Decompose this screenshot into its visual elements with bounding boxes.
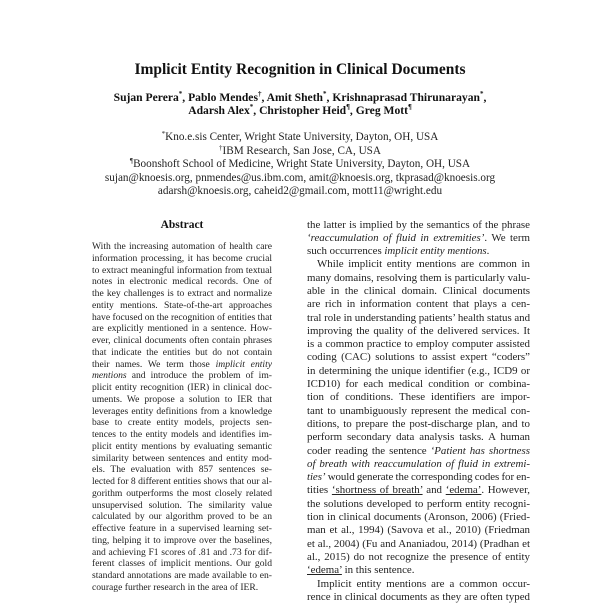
body-line: ICD10) for each medical condition or combina- — [307, 378, 530, 391]
abstract-line: that indicate the entities but do not contain — [92, 347, 272, 359]
body-line: tral role in understanding patients’ health status and — [307, 312, 530, 325]
affiliation-mark: * — [162, 130, 166, 138]
body-line: coding (CAC) solutions to assist expert “coders” — [307, 351, 530, 364]
italic-text: implicit entity mentions — [384, 245, 486, 257]
body-line: al., 2015) do not recognize the presence of entity — [307, 551, 530, 564]
body-line: the solutions developed to perform entity recogni- — [307, 498, 530, 511]
body-line: in determining the unique identifier (e.g., ICD9 or — [307, 365, 530, 378]
author-affiliation-mark: † — [258, 90, 262, 98]
text-segment: courage further research in the area of IER. — [92, 582, 258, 593]
affiliation-2 — [0, 145, 600, 157]
abstract-line — [92, 359, 272, 371]
abstract-line: uments. We propose a solution to IER that — [92, 394, 272, 406]
abstract-line: unsupervised solution. The similarity value — [92, 500, 272, 512]
body-line: tant to unambiguously represent the medical con- — [307, 405, 530, 418]
body-line — [307, 471, 530, 484]
author-line-1: Sujan Perera*, Pablo Mendes†, Amit Sheth*, Krishnaprasad Thirunarayan*, — [0, 91, 600, 104]
abstract-line: entity mentions. State-of-the-art approaches — [92, 300, 272, 312]
body-line: improving the quality of the delivered services. It — [307, 325, 530, 338]
abstract-line: plicit entity mentions by evaluating semantic — [92, 441, 272, 453]
italic-text: of breath with reaccumulation of fluid in extremi- — [307, 458, 530, 470]
abstract-line: ting, helping it to improve over the baselines, — [92, 535, 272, 547]
body-line: is a common practice to employ computer assisted — [307, 338, 530, 351]
abstract-line: similarity between sentences and entity mod- — [92, 453, 272, 465]
abstract-line: ever, clinical documents often contain phrases — [92, 335, 272, 347]
text-segment: While implicit entity mentions are common in — [317, 258, 530, 270]
affiliation-text: Kno.e.sis Center, Wright State University, Dayton, OH, USA — [165, 131, 438, 143]
italic-text: ‘reaccumulation of fluid in extremities’ — [307, 232, 484, 244]
italic-text: mentions — [92, 370, 127, 381]
abstract-line: to extract meaningful information from textual — [92, 265, 272, 277]
emails-line-1: sujan@knoesis.org, pnmendes@us.ibm.com, amit@knoesis.org, tkprasad@knoesis.org — [0, 172, 600, 184]
author-name: Sujan Perera — [114, 91, 179, 104]
affiliation-text: IBM Research, San Jose, CA, USA — [223, 145, 381, 157]
abstract-line: information processing, it has become crucial — [92, 253, 272, 265]
body-line — [307, 445, 530, 458]
author-affiliation-mark: ¶ — [408, 103, 412, 111]
abstract-line: ferent classes of implicit mentions. Our gold — [92, 558, 272, 570]
author-affiliation-mark: * — [250, 103, 254, 111]
abstract-line: With the increasing automation of health care — [92, 241, 272, 253]
author-affiliation-mark: * — [323, 90, 327, 98]
abstract-line — [92, 370, 272, 382]
body-line — [307, 232, 530, 245]
affiliation-text: Boonshoft School of Medicine, Wright State University, Dayton, OH, USA — [133, 158, 470, 170]
text-segment: and introduce the problem of im- — [127, 370, 272, 381]
author-name: Adarsh Alex — [188, 104, 250, 117]
text-segment: Implicit entity mentions are a common occur- — [317, 578, 530, 590]
author-name: Pablo Mendes — [188, 91, 258, 104]
abstract-line: standard annotations are made available to en- — [92, 570, 272, 582]
author-name: Amit Sheth — [267, 91, 323, 104]
body-line: man et al., 1994) (Savova et al., 2010) (Friedman — [307, 524, 530, 537]
text-segment: . However, — [481, 484, 530, 496]
author-name: Greg Mott — [356, 104, 408, 117]
body-line: ditions, to prepare the post-discharge plan, and to — [307, 418, 530, 431]
author-name: Christopher Heid — [259, 104, 346, 117]
underlined-text: ‘edema’ — [446, 484, 482, 496]
affiliation-mark: † — [219, 144, 223, 152]
author-affiliation-mark: ¶ — [346, 103, 350, 111]
text-segment: their names. We term those — [92, 359, 216, 370]
affiliation-mark: ¶ — [130, 157, 133, 165]
paper-title: Implicit Entity Recognition in Clinical Documents — [0, 61, 600, 79]
affiliation-1 — [0, 131, 600, 143]
body-line — [307, 458, 530, 471]
body-line: are rich in information content that plays a cen- — [307, 298, 530, 311]
text-segment: such occurrences — [307, 245, 384, 257]
italic-text: ties’ — [307, 471, 325, 483]
body-line: many domains, resolving them is particularly valu- — [307, 272, 530, 285]
body-line — [307, 484, 530, 497]
abstract-line — [92, 582, 272, 594]
author-affiliation-mark: * — [179, 90, 183, 98]
author-name: Krishnaprasad Thirunarayan — [332, 91, 480, 104]
body-line — [307, 564, 530, 577]
abstract-column — [92, 241, 272, 594]
italic-text: ‘Patient has shortness — [431, 445, 530, 457]
author-line-2: Adarsh Alex*, Christopher Heid¶, Greg Mott¶ — [0, 104, 600, 117]
body-line: rence in clinical documents as they are often typed — [307, 591, 530, 604]
abstract-line: els. The evaluation with 857 sentences se- — [92, 464, 272, 476]
abstract-line: plicit entity recognition (IER) in clinical doc- — [92, 382, 272, 394]
author-affiliation-mark: * — [480, 90, 484, 98]
text-segment: . We term — [484, 232, 530, 244]
abstract-line: and achieving F1 scores of .81 and .73 for dif- — [92, 547, 272, 559]
emails-line-2: adarsh@knoesis.org, caheid2@gmail.com, mott11@wright.edu — [0, 185, 600, 197]
text-segment: tities — [307, 484, 332, 496]
text-segment: and — [423, 484, 446, 496]
abstract-line: leverages entity definitions from a knowledge — [92, 406, 272, 418]
abstract-line: effective feature in a supervised learning set- — [92, 523, 272, 535]
abstract-heading: Abstract — [92, 219, 272, 231]
abstract-line: calculated by our algorithm proved to be an — [92, 511, 272, 523]
abstract-line: notes in electronic medical records. One of — [92, 276, 272, 288]
body-line: tion of conditions. These identifiers are impor- — [307, 391, 530, 404]
body-column — [307, 219, 530, 604]
abstract-line: have focused on the recognition of entities that — [92, 312, 272, 324]
underlined-text: ‘shortness of breath’ — [332, 484, 423, 496]
italic-text: implicit entity — [216, 359, 272, 370]
underlined-text: ‘edema’ — [307, 564, 342, 576]
affiliation-3 — [0, 158, 600, 170]
body-line: et al., 2004) (Fu and Ananiadou, 2014) (Pradhan et — [307, 538, 530, 551]
body-line — [307, 258, 530, 271]
abstract-line: are explicitly mentioned in a sentence. How- — [92, 323, 272, 335]
text-segment: in this sentence. — [342, 564, 415, 576]
text-segment: would generate the corresponding codes for en- — [325, 471, 530, 483]
body-line — [307, 245, 530, 258]
abstract-line: the key challenges is to extract and normalize — [92, 288, 272, 300]
body-line: able in the clinical domain. Clinical documents — [307, 285, 530, 298]
text-segment: coder reading the sentence — [307, 445, 431, 457]
text-segment: . — [487, 245, 490, 257]
body-line: the latter is implied by the semantics of the phrase — [307, 219, 530, 232]
abstract-line: base to create entity models, projects sen- — [92, 417, 272, 429]
body-line — [307, 578, 530, 591]
abstract-line: gorithm outperforms the most closely related — [92, 488, 272, 500]
body-line: perform secondary data analysis tasks. A human — [307, 431, 530, 444]
abstract-line: tences to the entity models and identifies im- — [92, 429, 272, 441]
abstract-line: lected for 8 different entities shows that our al- — [92, 476, 272, 488]
body-line: tion in clinical documents (Aronson, 2006) (Fried- — [307, 511, 530, 524]
